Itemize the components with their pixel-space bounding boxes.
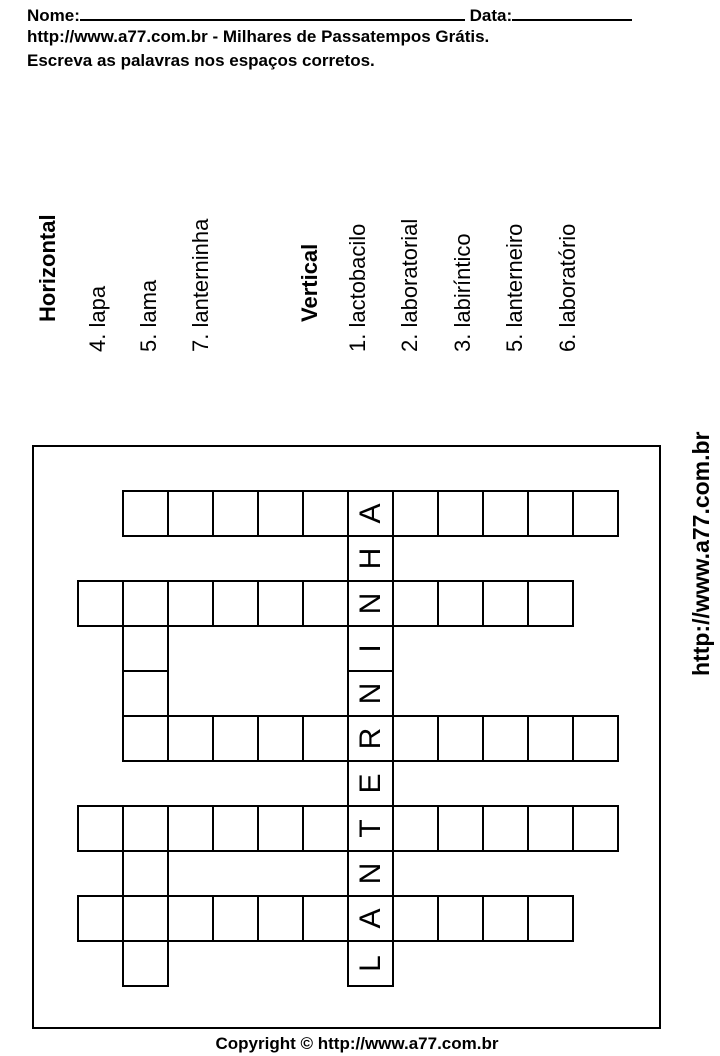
grid-cell[interactable] <box>123 806 168 851</box>
grid-cell[interactable] <box>303 806 348 851</box>
vertical-clue-3: 3. labiríntico <box>450 233 475 352</box>
grid-cell[interactable] <box>573 716 618 761</box>
site-line: http://www.a77.com.br - Milhares de Passatempos Grátis. <box>27 27 490 46</box>
grid-cell[interactable] <box>438 581 483 626</box>
grid-cell[interactable] <box>78 581 123 626</box>
horizontal-clue-2: 5. lama <box>136 279 161 352</box>
grid-cell[interactable] <box>213 806 258 851</box>
horizontal-title: Horizontal <box>35 214 60 322</box>
date-label: Data: <box>469 6 513 25</box>
side-url: http://www.a77.com.br <box>688 431 714 676</box>
grid-cell[interactable] <box>123 581 168 626</box>
grid-cell[interactable] <box>303 716 348 761</box>
given-letter: H <box>354 547 387 570</box>
grid-cell[interactable] <box>528 896 573 941</box>
vertical-clue-1: 1. lactobacilo <box>345 223 370 352</box>
grid-cell[interactable] <box>123 491 168 536</box>
given-letter: N <box>354 682 387 705</box>
grid-cell[interactable] <box>528 716 573 761</box>
grid-cell[interactable] <box>213 896 258 941</box>
grid-cell[interactable] <box>438 491 483 536</box>
grid-cell[interactable] <box>438 806 483 851</box>
name-label: Nome: <box>27 6 80 25</box>
vertical-clue-4: 5. lanterneiro <box>502 223 527 352</box>
grid-cell[interactable] <box>213 491 258 536</box>
grid-cell[interactable] <box>483 491 528 536</box>
given-letter: N <box>354 592 387 615</box>
given-letter: I <box>354 644 387 653</box>
vertical-title: Vertical <box>297 243 322 322</box>
grid-cell[interactable] <box>258 806 303 851</box>
given-letter: T <box>354 819 387 838</box>
grid-cell[interactable] <box>123 671 168 716</box>
grid-cell[interactable] <box>483 716 528 761</box>
grid-cell[interactable] <box>168 491 213 536</box>
grid-cell[interactable] <box>528 806 573 851</box>
grid-cell[interactable] <box>528 491 573 536</box>
grid-cell[interactable] <box>303 581 348 626</box>
grid-cell[interactable] <box>168 806 213 851</box>
grid-cell[interactable] <box>123 716 168 761</box>
grid-cell[interactable] <box>573 491 618 536</box>
grid-cell[interactable] <box>573 806 618 851</box>
footer-copyright: Copyright © http://www.a77.com.br <box>215 1034 499 1053</box>
grid-cell[interactable] <box>258 896 303 941</box>
grid-cell[interactable] <box>123 941 168 986</box>
grid-cell[interactable] <box>303 896 348 941</box>
given-letter: N <box>354 862 387 885</box>
grid-cell[interactable] <box>123 851 168 896</box>
grid-cell[interactable] <box>393 716 438 761</box>
horizontal-clue-3: 7. lanterninha <box>188 218 213 352</box>
grid-cell[interactable] <box>528 581 573 626</box>
grid-cell[interactable] <box>438 716 483 761</box>
grid-cell[interactable] <box>78 806 123 851</box>
grid-cell[interactable] <box>168 896 213 941</box>
vertical-clue-2: 2. laboratorial <box>397 218 422 352</box>
grid-cell[interactable] <box>168 581 213 626</box>
grid-cell[interactable] <box>123 626 168 671</box>
given-letter: A <box>354 503 387 524</box>
grid-cell[interactable] <box>393 491 438 536</box>
grid-cell[interactable] <box>258 491 303 536</box>
grid-cell[interactable] <box>438 896 483 941</box>
grid-cell[interactable] <box>258 716 303 761</box>
grid-cell[interactable] <box>258 581 303 626</box>
grid-cell[interactable] <box>483 896 528 941</box>
grid-cell[interactable] <box>213 716 258 761</box>
grid-cell[interactable] <box>123 896 168 941</box>
grid-cell[interactable] <box>168 716 213 761</box>
given-letter: L <box>354 955 387 972</box>
grid-cell[interactable] <box>213 581 258 626</box>
grid-cell[interactable] <box>393 896 438 941</box>
given-letter: A <box>354 908 387 929</box>
grid-cell[interactable] <box>78 896 123 941</box>
instruction-text: Escreva as palavras nos espaços corretos. <box>27 51 375 70</box>
grid-cell[interactable] <box>303 491 348 536</box>
grid-cell[interactable] <box>393 806 438 851</box>
given-letter: E <box>354 773 387 794</box>
grid-cell[interactable] <box>483 581 528 626</box>
grid-cell[interactable] <box>483 806 528 851</box>
grid-cell[interactable] <box>393 581 438 626</box>
horizontal-clue-1: 4. lapa <box>85 285 110 352</box>
vertical-clue-5: 6. laboratório <box>555 223 580 352</box>
given-letter: R <box>354 727 387 750</box>
